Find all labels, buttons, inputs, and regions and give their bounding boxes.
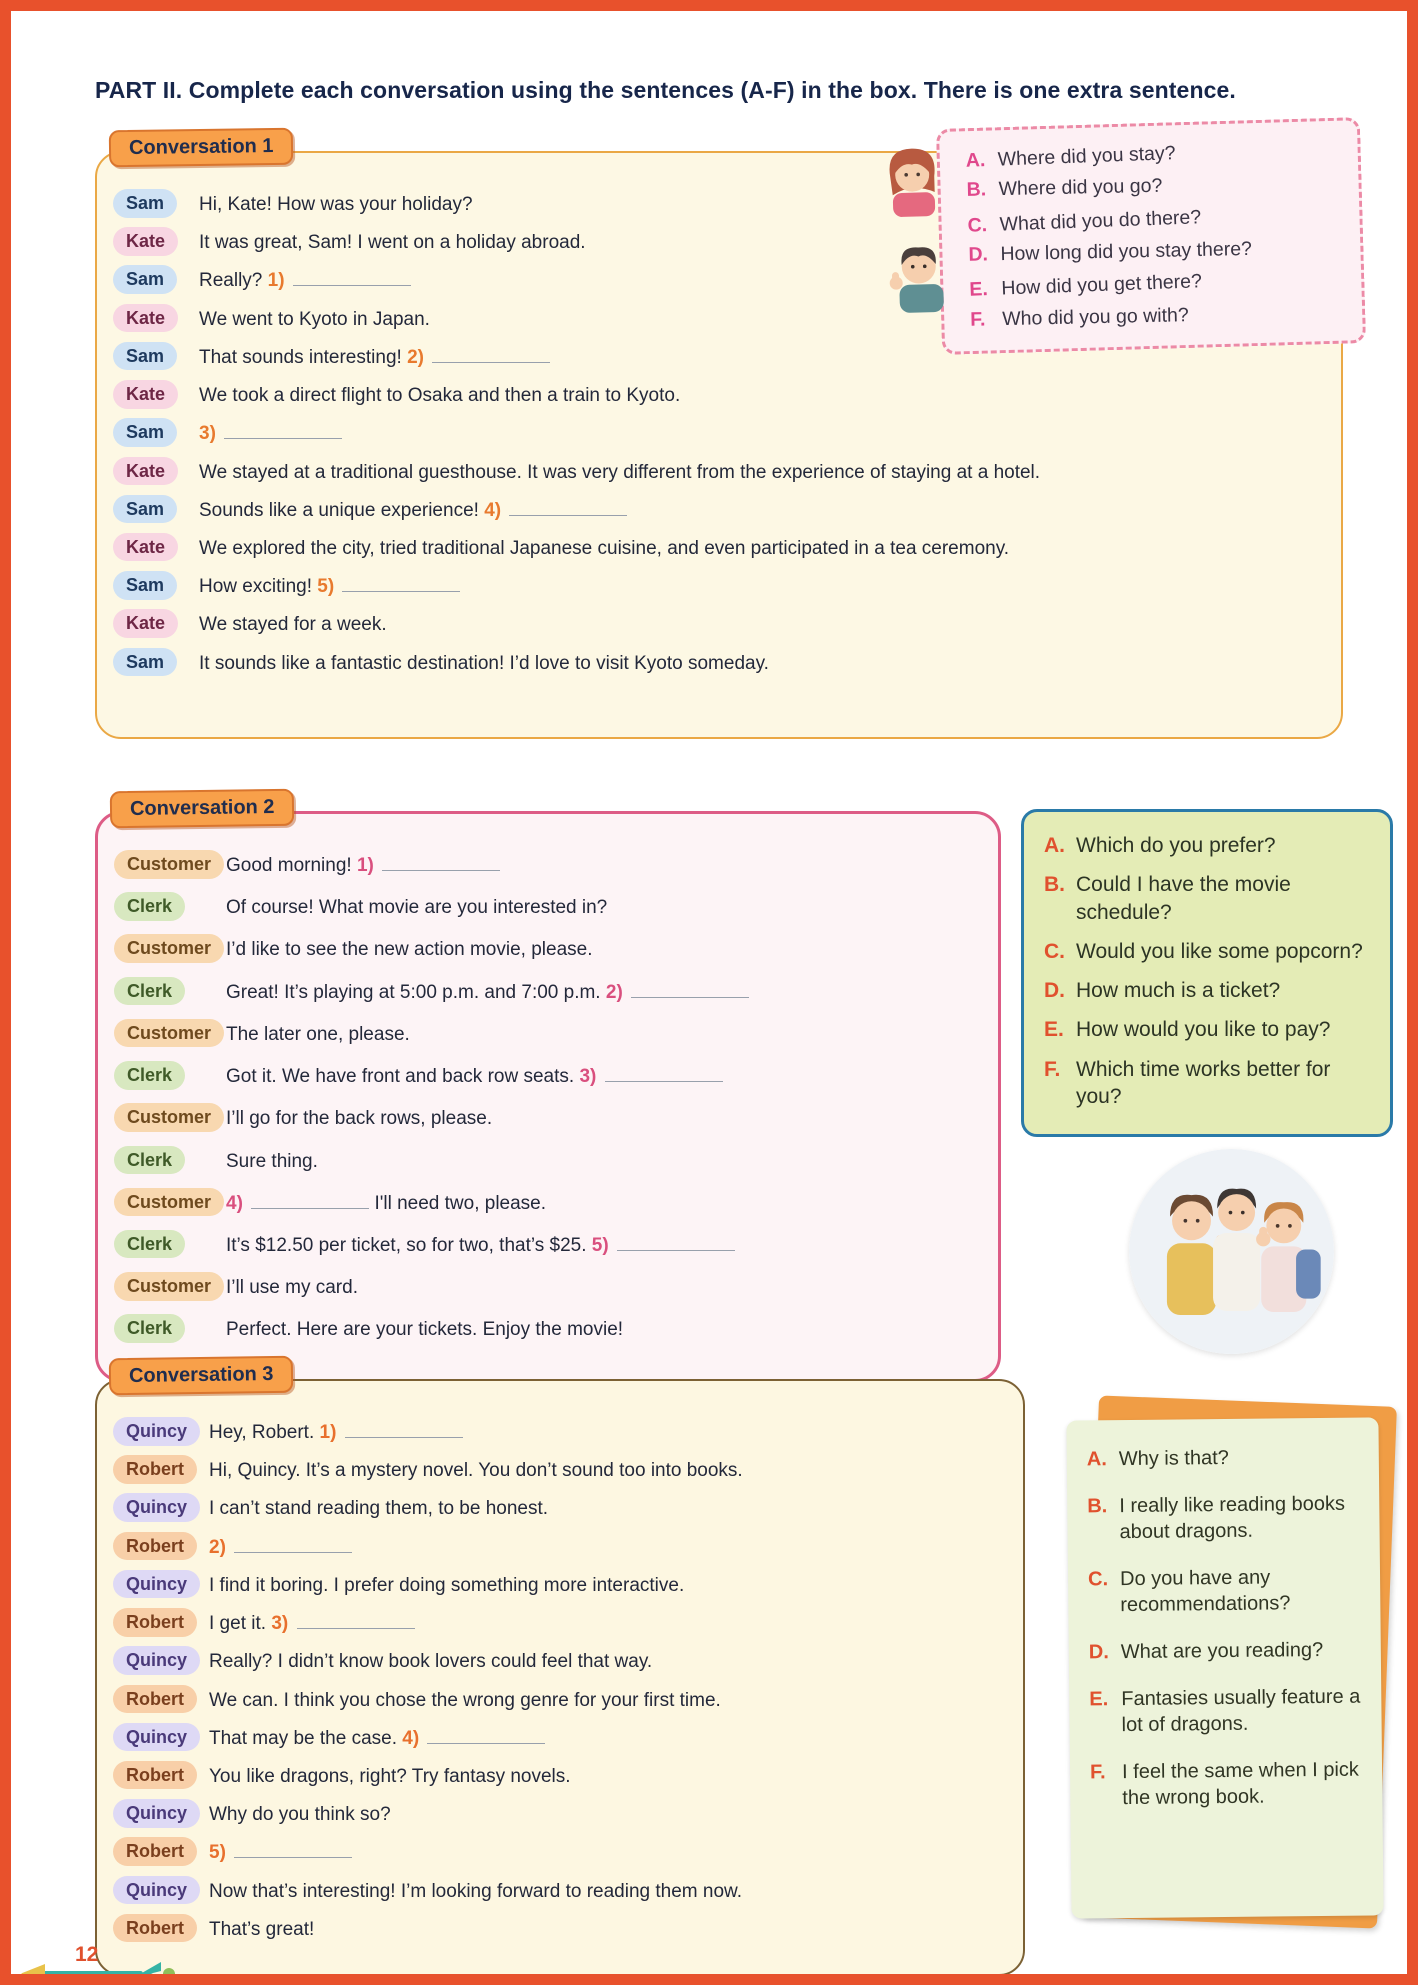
dialog-text: Sure thing. xyxy=(226,1150,318,1172)
options-list-3 xyxy=(1087,1444,1363,1812)
dialog-line xyxy=(113,1417,999,1446)
dialog-line xyxy=(113,1914,999,1943)
dialog-text: I get it. 3) xyxy=(209,1608,999,1637)
blank-number: 4) xyxy=(226,1192,249,1214)
option-item xyxy=(1044,938,1372,965)
option-letter: D. xyxy=(1088,1641,1109,1664)
option-item xyxy=(1044,1056,1372,1111)
blank-number: 5) xyxy=(209,1842,232,1864)
option-item xyxy=(966,170,1340,203)
dialog-text: Of course! What movie are you interested in? xyxy=(226,897,608,919)
dialog-text: Perfect. Here are your tickets. Enjoy the movie! xyxy=(226,1319,624,1341)
speaker-column xyxy=(114,977,226,1006)
answer-blank[interactable] xyxy=(224,424,342,439)
conversation-2-lines xyxy=(114,850,974,1344)
answer-blank[interactable] xyxy=(631,983,749,998)
option-item xyxy=(1044,832,1372,859)
dialog-text: I find it boring. I prefer doing something more interactive. xyxy=(209,1574,685,1596)
speaker-pill: Quincy xyxy=(113,1417,200,1446)
speaker-pill: Robert xyxy=(113,1685,197,1714)
answer-blank[interactable] xyxy=(617,1236,735,1251)
page-number: 12 xyxy=(75,1943,99,1966)
conversation-2-box xyxy=(95,795,1001,1382)
dialog-line xyxy=(113,1723,999,1752)
dialog-text: I’ll go for the back rows, please. xyxy=(226,1108,493,1130)
option-letter: F. xyxy=(970,308,986,331)
dialog-text: Good morning! 1) xyxy=(226,850,974,879)
dialog-text: That sounds interesting! 2) xyxy=(199,342,1164,371)
option-item xyxy=(968,235,1342,268)
speaker-column xyxy=(113,227,199,256)
speaker-pill: Clerk xyxy=(114,977,185,1006)
dialog-text: We explored the city, tried traditional Japanese cuisine, and even participated in a tea ceremony. xyxy=(199,537,1010,559)
option-text: Where did you go? xyxy=(998,175,1163,201)
speaker-column xyxy=(113,418,199,447)
option-text: How did you get there? xyxy=(1001,270,1203,300)
speaker-column xyxy=(113,1570,209,1599)
dialog-line xyxy=(114,850,974,879)
option-text: What are you reading? xyxy=(1120,1638,1324,1664)
dialog-line xyxy=(114,1061,974,1090)
dialog-line xyxy=(113,1876,999,1905)
speaker-pill: Kate xyxy=(113,457,178,486)
speaker-column xyxy=(114,1188,226,1217)
answer-blank[interactable] xyxy=(342,577,460,592)
speaker-pill: Kate xyxy=(113,304,178,333)
dialog-line xyxy=(114,977,974,1006)
options-box-3 xyxy=(1066,1417,1383,1918)
option-letter: B. xyxy=(1044,873,1065,897)
speaker-pill: Customer xyxy=(114,1019,224,1048)
dialog-line xyxy=(114,892,974,921)
blank-number: 2) xyxy=(407,346,430,368)
speaker-column xyxy=(113,1837,209,1866)
dialog-text: Now that’s interesting! I’m looking forward to reading them now. xyxy=(209,1880,742,1902)
option-item xyxy=(967,200,1342,239)
dialog-text: It’s $12.50 per ticket, so for two, that’s $25. 5) xyxy=(226,1230,974,1259)
option-letter: C. xyxy=(1087,1568,1109,1591)
speaker-column xyxy=(113,495,199,524)
dialog-line xyxy=(114,1314,974,1343)
speaker-column xyxy=(113,1799,209,1828)
speaker-column xyxy=(113,1493,209,1522)
dialog-text: Great! It’s playing at 5:00 p.m. and 7:00 p.m. 2) xyxy=(226,977,974,1006)
speaker-pill: Robert xyxy=(113,1455,197,1484)
dialog-line xyxy=(113,1761,999,1790)
dialog-text: Hi, Quincy. It’s a mystery novel. You don’t sound too into books. xyxy=(209,1460,743,1482)
speaker-column xyxy=(113,1608,209,1637)
speaker-pill: Kate xyxy=(113,609,178,638)
dialog-text: Really? 1) xyxy=(199,265,1164,294)
dialog-line xyxy=(113,1837,999,1866)
dialog-text: We stayed at a traditional guesthouse. It was very different from the experience of staying at a hotel. xyxy=(199,461,1041,483)
option-text: Could I have the movie schedule? xyxy=(1076,873,1291,924)
blank-number: 3) xyxy=(579,1066,602,1088)
speaker-column xyxy=(113,189,199,218)
dialog-line xyxy=(113,1570,999,1599)
peeking-people-illustration xyxy=(879,142,956,339)
option-text: I really like reading books about dragons. xyxy=(1119,1492,1346,1544)
speaker-column xyxy=(113,571,199,600)
dialog-line xyxy=(114,1146,974,1175)
option-letter: C. xyxy=(967,213,988,237)
dialog-text: I’d like to see the new action movie, please. xyxy=(226,939,593,961)
speaker-pill: Clerk xyxy=(114,1061,185,1090)
speaker-pill: Quincy xyxy=(113,1493,200,1522)
speaker-column xyxy=(114,1061,226,1090)
blank-number: 5) xyxy=(317,576,340,598)
dialog-text: It was great, Sam! I went on a holiday abroad. xyxy=(199,232,586,254)
answer-blank[interactable] xyxy=(605,1067,723,1082)
speaker-column xyxy=(113,265,199,294)
blank-number: 3) xyxy=(271,1613,294,1635)
option-item xyxy=(1087,1491,1360,1546)
dialog-text: We went to Kyoto in Japan. xyxy=(199,308,430,330)
speaker-column xyxy=(113,1685,209,1714)
dialog-line xyxy=(114,934,974,963)
conversation-3-box xyxy=(95,1362,1025,1976)
speaker-column xyxy=(113,1723,209,1752)
dialog-line xyxy=(114,1019,974,1048)
answer-blank[interactable] xyxy=(382,856,500,871)
option-letter: E. xyxy=(1089,1688,1109,1711)
speaker-pill: Sam xyxy=(113,418,177,447)
blank-number: 1) xyxy=(319,1422,342,1443)
blank-number: 1) xyxy=(267,270,290,292)
blank-number: 1) xyxy=(356,855,380,876)
conversation-3-lines xyxy=(113,1417,999,1943)
speaker-pill: Sam xyxy=(113,571,177,600)
dialog-line xyxy=(113,1455,999,1484)
answer-blank[interactable] xyxy=(427,1729,545,1744)
option-letter: F. xyxy=(1044,1057,1061,1081)
speaker-column xyxy=(113,1417,209,1446)
dialog-line xyxy=(113,1608,999,1637)
speaker-column xyxy=(113,304,199,333)
answer-blank[interactable] xyxy=(432,348,550,363)
option-item xyxy=(965,135,1340,174)
option-letter: A. xyxy=(1044,834,1065,857)
dialog-line xyxy=(113,571,1317,600)
answer-blank[interactable] xyxy=(345,1423,463,1438)
dialog-line xyxy=(113,457,1317,486)
dialog-line xyxy=(113,1685,999,1714)
option-letter: F. xyxy=(1089,1761,1106,1784)
option-text: Would you like some popcorn? xyxy=(1076,939,1363,963)
option-text: Fantasies usually feature a lot of dragons. xyxy=(1121,1685,1361,1737)
option-item xyxy=(969,264,1344,303)
speaker-pill: Clerk xyxy=(114,1146,185,1175)
speaker-pill: Kate xyxy=(113,380,178,409)
option-text: Which do you prefer? xyxy=(1076,834,1276,857)
conversation-3-tab: Conversation 3 xyxy=(109,1356,294,1396)
speaker-pill: Clerk xyxy=(114,1230,185,1259)
option-text: I feel the same when I pick the wrong book. xyxy=(1121,1758,1359,1810)
speaker-pill: Sam xyxy=(113,189,177,218)
speaker-pill: Sam xyxy=(113,265,177,294)
speaker-pill: Sam xyxy=(113,495,177,524)
dialog-text: Hey, Robert. 1) xyxy=(209,1417,999,1446)
option-item xyxy=(970,300,1344,333)
blank-number: 5) xyxy=(591,1234,614,1256)
speaker-pill: Quincy xyxy=(113,1570,200,1599)
option-text: How would you like to pay? xyxy=(1076,1018,1331,1042)
dialog-line xyxy=(113,648,1317,677)
options-list-2 xyxy=(1044,832,1372,1110)
answer-blank[interactable] xyxy=(251,1194,369,1209)
dialog-line xyxy=(114,1230,974,1259)
dialog-line xyxy=(114,1188,974,1217)
speaker-column xyxy=(114,1272,226,1301)
option-item xyxy=(1087,1444,1359,1473)
speaker-column xyxy=(114,1103,226,1132)
speaker-column xyxy=(114,1314,226,1343)
speaker-column xyxy=(114,1230,226,1259)
option-text: Do you have any recommendations? xyxy=(1119,1566,1291,1617)
dialog-text: I can’t stand reading them, to be honest. xyxy=(209,1498,549,1520)
conversation-2-tab: Conversation 2 xyxy=(110,789,295,829)
options-box-1 xyxy=(936,117,1366,355)
page-title: PART II. Complete each conversation using the sentences (A-F) in the box. There is one extra sentence. xyxy=(95,77,1236,103)
dart-illustration xyxy=(19,1957,179,1985)
option-letter: E. xyxy=(1044,1018,1064,1042)
dialog-line xyxy=(113,1532,999,1561)
dialog-text: We can. I think you chose the wrong genre for your first time. xyxy=(209,1689,721,1711)
option-item xyxy=(1089,1637,1361,1666)
speaker-column xyxy=(113,1876,209,1905)
speaker-column xyxy=(113,1532,209,1561)
speaker-pill: Robert xyxy=(113,1837,197,1866)
option-letter: A. xyxy=(965,149,986,172)
blank-number: 2) xyxy=(209,1536,232,1558)
blank-number: 4) xyxy=(402,1727,425,1749)
blank-number: 2) xyxy=(605,981,629,1003)
dialog-text: We took a direct flight to Osaka and then a train to Kyoto. xyxy=(199,385,681,407)
speaker-pill: Customer xyxy=(114,1188,224,1217)
speaker-pill: Customer xyxy=(114,1272,224,1301)
option-text: Who did you go with? xyxy=(1002,303,1189,330)
dialog-text: It sounds like a fantastic destination! I’d love to visit Kyoto someday. xyxy=(199,652,769,674)
speaker-pill: Robert xyxy=(113,1914,197,1943)
dialog-line xyxy=(114,1103,974,1132)
dialog-text: That’s great! xyxy=(209,1918,315,1940)
answer-blank[interactable] xyxy=(293,271,411,286)
speaker-column xyxy=(114,934,226,963)
dialog-line xyxy=(113,1493,999,1522)
dialog-text: 4) I'll need two, please. xyxy=(226,1192,547,1214)
dialog-line xyxy=(113,418,1317,447)
conversation-1-tab: Conversation 1 xyxy=(109,128,294,168)
speaker-pill: Customer xyxy=(114,1103,224,1132)
dialog-text: You like dragons, right? Try fantasy novels. xyxy=(209,1765,571,1787)
option-text: How much is a ticket? xyxy=(1076,979,1281,1003)
speaker-column xyxy=(114,850,226,879)
options-box-2 xyxy=(1021,809,1393,1137)
speaker-pill: Robert xyxy=(113,1608,197,1637)
speaker-pill: Clerk xyxy=(114,892,185,921)
option-text: How long did you stay there? xyxy=(1000,237,1253,266)
dialog-line xyxy=(113,1799,999,1828)
speaker-pill: Clerk xyxy=(114,1314,185,1343)
option-text: What did you do there? xyxy=(999,205,1202,236)
option-item xyxy=(1044,871,1372,926)
answer-blank[interactable] xyxy=(234,1538,352,1553)
dialog-line xyxy=(113,609,1317,638)
speaker-pill: Robert xyxy=(113,1761,197,1790)
speaker-column xyxy=(113,380,199,409)
dialog-text: How exciting! 5) xyxy=(199,571,1164,600)
speaker-column xyxy=(114,1146,226,1175)
dialog-text: Got it. We have front and back row seats. 3) xyxy=(226,1061,974,1090)
option-item xyxy=(1088,1564,1361,1619)
dialog-text: Really? I didn’t know book lovers could feel that way. xyxy=(209,1651,653,1673)
dialog-text: The later one, please. xyxy=(226,1023,410,1045)
option-item xyxy=(1044,1016,1372,1043)
blank-number: 3) xyxy=(199,423,222,445)
speaker-column xyxy=(113,1646,209,1675)
speaker-column xyxy=(113,648,199,677)
option-letter: B. xyxy=(966,178,987,202)
option-letter: D. xyxy=(1044,979,1065,1003)
answer-blank[interactable] xyxy=(509,501,627,516)
speaker-pill: Customer xyxy=(114,850,224,879)
answer-blank[interactable] xyxy=(297,1614,415,1629)
speaker-column xyxy=(114,892,226,921)
speaker-column xyxy=(113,533,199,562)
speaker-column xyxy=(114,1019,226,1048)
option-text: Why is that? xyxy=(1118,1446,1229,1471)
options-list-1 xyxy=(965,137,1344,334)
speaker-pill: Sam xyxy=(113,342,177,371)
speaker-pill: Quincy xyxy=(113,1799,200,1828)
speaker-pill: Kate xyxy=(113,533,178,562)
dialog-line xyxy=(113,1646,999,1675)
option-letter: D. xyxy=(968,243,989,266)
speaker-pill: Robert xyxy=(113,1532,197,1561)
dialog-text: Hi, Kate! How was your holiday? xyxy=(199,194,473,215)
dialog-text: That may be the case. 4) xyxy=(209,1723,999,1752)
speaker-pill: Customer xyxy=(114,934,224,963)
dialog-text: I’ll use my card. xyxy=(226,1277,358,1299)
option-item xyxy=(1090,1757,1363,1812)
speaker-column xyxy=(113,1761,209,1790)
dialog-text: We stayed for a week. xyxy=(199,614,387,636)
dialog-line xyxy=(114,1272,974,1301)
speaker-column xyxy=(113,609,199,638)
option-item xyxy=(1044,977,1372,1004)
dialog-line xyxy=(113,533,1317,562)
students-illustration xyxy=(1129,1149,1334,1354)
dialog-text xyxy=(199,418,1164,447)
speaker-pill: Quincy xyxy=(113,1876,200,1905)
speaker-pill: Sam xyxy=(113,648,177,677)
option-item xyxy=(1089,1684,1362,1739)
speaker-column xyxy=(113,1914,209,1943)
dialog-line xyxy=(113,380,1317,409)
speaker-pill: Quincy xyxy=(113,1646,200,1675)
blank-number: 4) xyxy=(484,499,507,521)
dialog-text xyxy=(209,1837,999,1866)
answer-blank[interactable] xyxy=(234,1843,352,1858)
option-letter: E. xyxy=(969,278,989,302)
speaker-column xyxy=(113,342,199,371)
speaker-column xyxy=(113,457,199,486)
dialog-text: Sounds like a unique experience! 4) xyxy=(199,495,1164,524)
option-letter: C. xyxy=(1044,939,1065,963)
option-text: Where did you stay? xyxy=(997,142,1176,171)
option-letter: B. xyxy=(1087,1495,1108,1518)
speaker-column xyxy=(113,1455,209,1484)
dialog-line xyxy=(113,495,1317,524)
dialog-text: Why do you think so? xyxy=(209,1804,391,1826)
speaker-pill: Kate xyxy=(113,227,178,256)
option-letter: A. xyxy=(1086,1448,1107,1471)
dialog-text xyxy=(209,1532,999,1561)
speaker-pill: Quincy xyxy=(113,1723,200,1752)
option-text: Which time works better for you? xyxy=(1076,1057,1331,1109)
